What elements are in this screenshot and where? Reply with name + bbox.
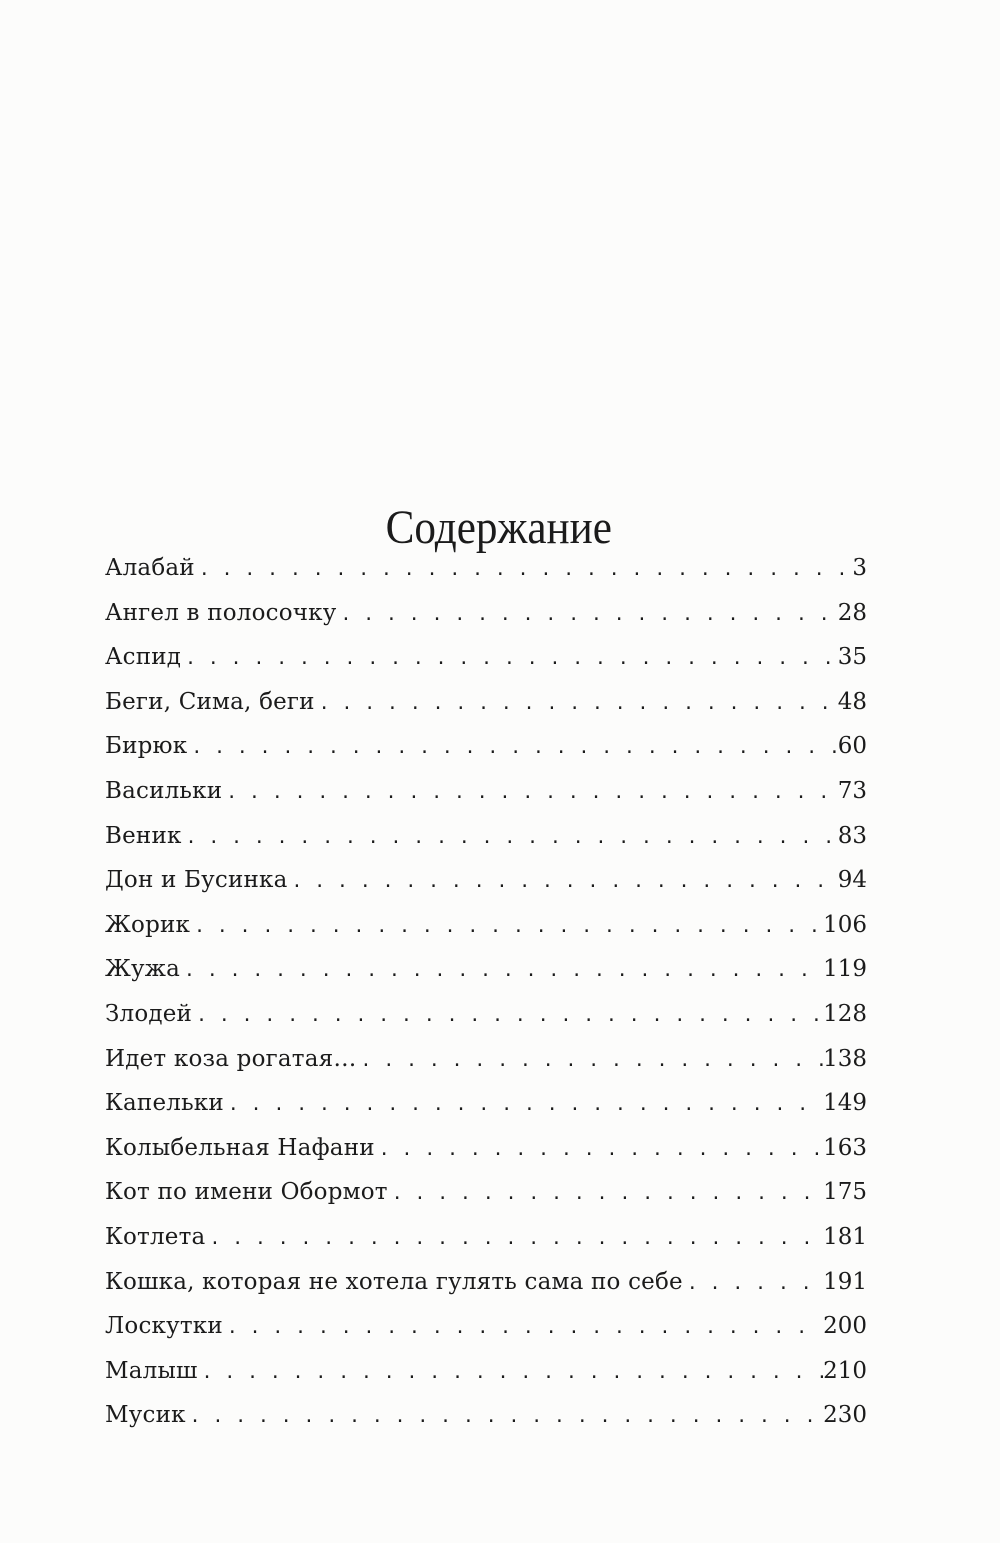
toc-dot-leader	[288, 860, 838, 903]
page-title: Содержание	[385, 501, 612, 555]
toc-entry-title: Колыбельная Нафани	[105, 1134, 375, 1161]
toc-dot-leader	[187, 726, 837, 769]
toc-entry	[105, 635, 867, 680]
toc-entry	[105, 1170, 867, 1215]
toc-entry	[105, 992, 867, 1037]
toc-dot-leader	[223, 1306, 823, 1349]
toc-dot-leader	[388, 1172, 823, 1215]
toc-entry-title: Бирюк	[105, 733, 188, 760]
toc-entry	[105, 546, 867, 591]
toc-entry-page: 83	[837, 822, 867, 849]
toc-entry-page: 28	[837, 599, 867, 626]
toc-entry-title: Кошка, которая не хотела гулять сама по себе	[105, 1268, 683, 1295]
toc-entry-title: Дон и Бусинка	[105, 867, 288, 894]
toc-dot-leader	[336, 593, 837, 636]
toc-entry-title: Котлета	[105, 1223, 206, 1250]
toc-dot-leader	[357, 1039, 824, 1082]
toc-entry-page: 48	[837, 688, 867, 715]
toc-entry	[105, 814, 867, 859]
toc-entry-title: Жорик	[105, 911, 191, 938]
toc-dot-leader	[192, 994, 823, 1037]
toc-entry-page: 73	[837, 777, 867, 804]
toc-dot-leader	[195, 548, 853, 591]
toc-dot-leader	[315, 682, 838, 725]
toc-entry-page: 35	[837, 644, 867, 671]
toc-entry-title: Идет коза рогатая…	[105, 1045, 357, 1072]
toc-entry	[105, 1393, 867, 1438]
toc-entry-page: 94	[837, 867, 867, 894]
toc-entry-title: Малыш	[105, 1357, 198, 1384]
toc-entry	[105, 769, 867, 814]
toc-entry-page: 163	[823, 1134, 867, 1161]
toc-entry-page: 149	[823, 1090, 867, 1117]
toc-entry	[105, 1215, 867, 1260]
toc-dot-leader	[683, 1262, 823, 1305]
toc-entry	[105, 724, 867, 769]
toc-entry-title: Веник	[105, 822, 182, 849]
toc-entry-title: Ангел в полосочку	[105, 599, 337, 626]
toc-entry-title: Васильки	[105, 777, 223, 804]
toc-entry-page: 230	[823, 1402, 867, 1429]
toc-entry-title: Лоскутки	[105, 1313, 223, 1340]
toc-entry	[105, 1260, 867, 1305]
toc-dot-leader	[224, 1083, 823, 1126]
toc-entry-page: 191	[823, 1268, 867, 1295]
toc-entry-page: 175	[823, 1179, 867, 1206]
toc-dot-leader	[205, 1217, 823, 1260]
toc-entry-page: 3	[852, 555, 867, 581]
toc-entry	[105, 1349, 867, 1394]
toc-dot-leader	[182, 816, 838, 859]
toc-entry-title: Алабай	[105, 555, 195, 581]
toc-entry	[105, 947, 867, 992]
toc-entry-page: 210	[823, 1357, 867, 1384]
toc-entry	[105, 903, 867, 948]
toc-entry-title: Аспид	[105, 644, 182, 671]
toc-entry	[105, 1037, 867, 1082]
toc-entry-page: 106	[823, 911, 867, 938]
toc-entry	[105, 591, 867, 636]
toc-entry	[105, 1126, 867, 1171]
table-of-contents	[105, 546, 867, 1438]
toc-dot-leader	[190, 905, 823, 948]
toc-entry-title: Жужа	[105, 956, 181, 983]
toc-entry	[105, 1081, 867, 1126]
toc-entry-title: Мусик	[105, 1402, 186, 1429]
toc-entry-title: Злодей	[105, 1000, 193, 1027]
toc-dot-leader	[181, 637, 838, 680]
toc-entry-page: 60	[837, 733, 867, 760]
toc-dot-leader	[186, 1395, 823, 1438]
toc-entry	[105, 1304, 867, 1349]
toc-entry-page: 181	[823, 1223, 867, 1250]
toc-dot-leader	[375, 1128, 823, 1171]
toc-dot-leader	[222, 771, 837, 814]
toc-entry-title: Беги, Сима, беги	[105, 688, 315, 715]
toc-entry-page: 200	[823, 1313, 867, 1340]
toc-entry-page: 138	[823, 1045, 867, 1072]
toc-entry	[105, 680, 867, 725]
toc-entry-page: 128	[823, 1000, 867, 1027]
toc-dot-leader	[198, 1351, 824, 1394]
toc-entry	[105, 858, 867, 903]
toc-entry-title: Капельки	[105, 1090, 224, 1117]
toc-dot-leader	[180, 949, 823, 992]
toc-entry-title: Кот по имени Обормот	[105, 1179, 388, 1206]
toc-entry-page: 119	[823, 956, 867, 983]
